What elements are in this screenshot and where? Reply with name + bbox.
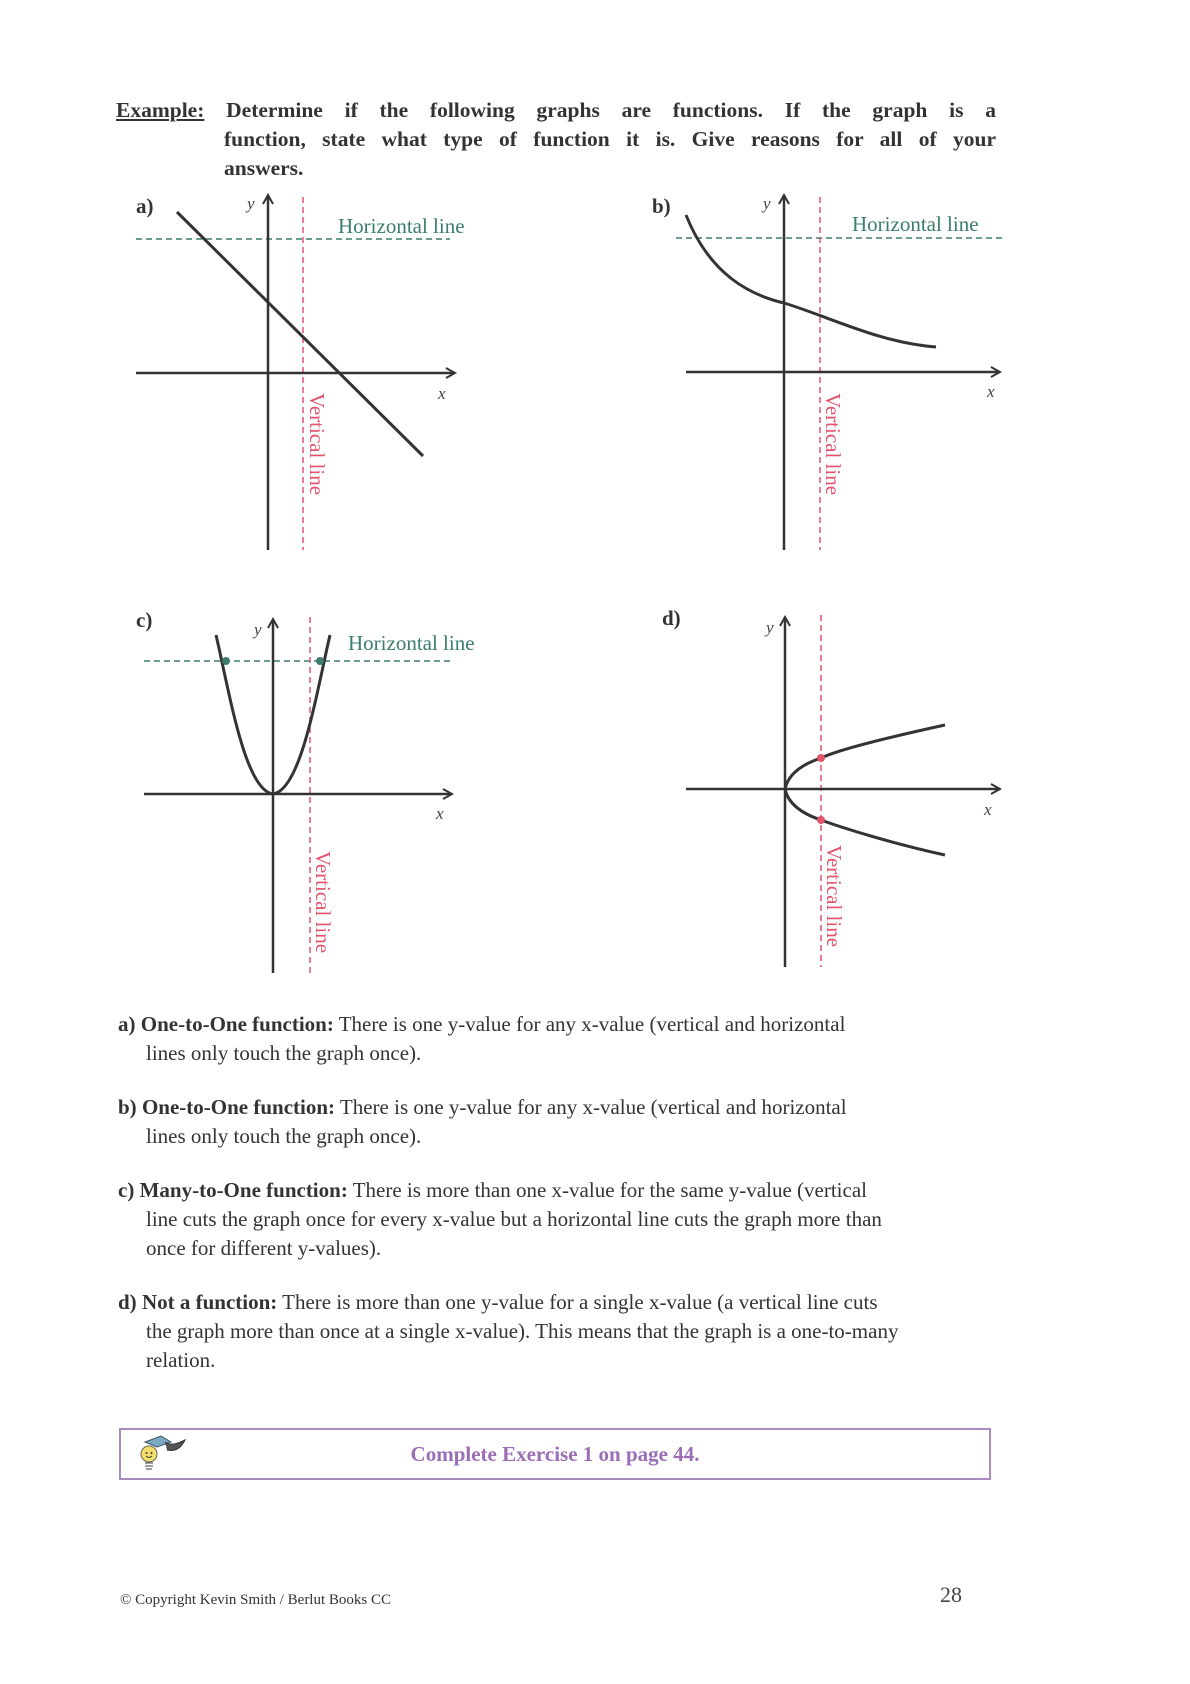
answer-title: One-to-One function: xyxy=(141,1095,336,1119)
vertical-line-label: Vertical line xyxy=(821,393,845,496)
heading-line-1: Example: Determine if the following graphs are functions. If the graph is a xyxy=(116,96,996,125)
answer-title: Not a function: xyxy=(141,1290,278,1314)
answer-title: Many-to-One function: xyxy=(139,1178,348,1202)
y-axis-label: y xyxy=(254,620,262,639)
example-heading xyxy=(116,96,996,183)
x-axis-label: x xyxy=(984,800,992,819)
vertical-line-label: Vertical line xyxy=(822,845,846,948)
vertical-line-label: Vertical line xyxy=(305,393,329,496)
x-axis-label: x xyxy=(436,804,444,823)
answer-b: b) One-to-One function: There is one y-value for any x-value (vertical and horizontal lines only touch the graph once). xyxy=(118,1095,847,1148)
vertical-line-label: Vertical line xyxy=(311,851,335,954)
graph-a xyxy=(120,185,465,555)
x-axis-label: x xyxy=(987,382,995,401)
heading-line-2: function, state what type of function it is. Give reasons for all of your xyxy=(224,127,996,151)
answer-a: a) One-to-One function: There is one y-value for any x-value (vertical and horizontal lines only touch the graph once). xyxy=(118,1012,846,1065)
copyright-notice: © Copyright Kevin Smith / Berlut Books CC xyxy=(120,1592,391,1608)
answer-c: c) Many-to-One function: There is more than one x-value for the same y-value (vertical line cuts the graph once for every x-value but a horizontal line cuts the graph more than once for different y-values). xyxy=(118,1178,882,1260)
heading-line-3: answers. xyxy=(224,156,304,180)
graph-d-label: d) xyxy=(662,606,681,630)
intersection-point xyxy=(817,816,825,824)
intersection-point xyxy=(222,657,230,665)
x-axis-label: x xyxy=(438,384,446,403)
y-axis-label: y xyxy=(247,194,255,213)
graph-c xyxy=(130,605,510,980)
horizontal-line-label: Horizontal line xyxy=(348,631,475,655)
answer-title: One-to-One function: xyxy=(140,1012,334,1036)
horizontal-line-label: Horizontal line xyxy=(338,214,465,238)
exercise-text: Complete Exercise 1 on page 44. xyxy=(410,1442,700,1466)
graph-d xyxy=(660,605,1030,975)
horizontal-line-label: Horizontal line xyxy=(852,212,979,236)
graph-c-label: c) xyxy=(136,608,153,632)
graph-b-label: b) xyxy=(652,194,671,218)
intersection-point xyxy=(817,754,825,762)
page-number: 28 xyxy=(940,1582,962,1607)
example-lead: Example: xyxy=(116,98,205,122)
linear-curve xyxy=(177,212,423,456)
y-axis-label: y xyxy=(766,618,774,637)
graph-b xyxy=(640,185,1010,555)
y-axis-label: y xyxy=(763,194,771,213)
answer-d: d) Not a function: There is more than one y-value for a single x-value (a vertical line cuts the graph more than once at a single x-value). This means that the graph is a one-to-many relation. xyxy=(118,1290,899,1372)
answers-list xyxy=(118,1010,998,1400)
graph-a-label: a) xyxy=(136,194,154,218)
exercise-callout xyxy=(119,1428,991,1480)
intersection-point xyxy=(316,657,324,665)
